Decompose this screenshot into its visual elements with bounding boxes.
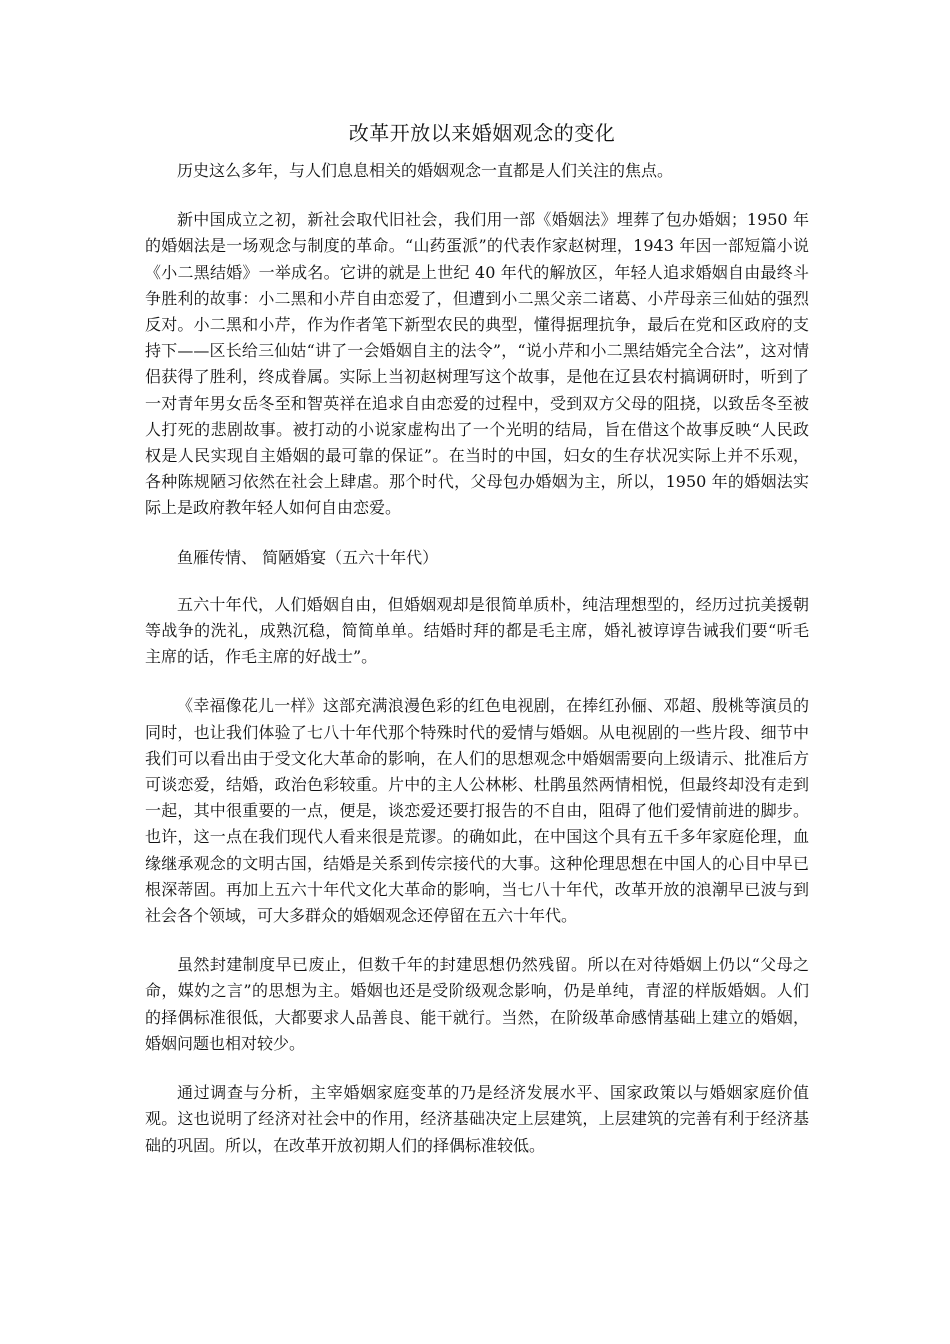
body-paragraph-economic-analysis: 通过调查与分析，主宰婚姻家庭变革的乃是经济发展水平、国家政策以与婚姻家庭价值观。这也说明了经济对社会中的作用，经济基础决定上层建筑，上层建筑的完善有利于经济基础的巩固。所以，在改革开放初期人们的择偶标准较低。	[145, 1083, 809, 1155]
body-paragraph-feudal-thought: 虽然封建制度早已废止，但数千年的封建思想仍然残留。所以在对待婚姻上仍以“父母之命，媒妁之言”的思想为主。婚姻也还是受阶级观念影响，仍是单纯，青涩的样版婚姻。人们的择偶标准很低，大都要求人品善良、能干就行。当然，在阶级革命感情基础上建立的婚姻，婚姻问题也相对较少。	[145, 955, 809, 1053]
document-title: 改革开放以来婚姻观念的变化	[348, 121, 616, 145]
body-paragraph-tv-drama: 《幸福像花儿一样》这部充满浪漫色彩的红色电视剧，在捧红孙俪、邓超、殷桃等演员的同时，也让我们体验了七八十年代那个特殊时代的爱情与婚姻。从电视剧的一些片段、细节中我们可以看出由于受文化大革命的影响，在人们的思想观念中婚姻需要向上级请示、批准后方可谈恋爱，结婚，政治色彩较重。片中的主人公林彬、杜鹃虽然两情相悦，但最终却没有走到一起，其中很重要的一点，便是，谈恋爱还要打报告的不自由，阻碍了他们爱情前进的脚步。也许，这一点在我们现代人看来很是荒谬。的确如此，在中国这个具有五千多年家庭伦理，血缘继承观念的文明古国，结婚是关系到传宗接代的大事。这种伦理思想在中国人的心目中早已根深蒂固。再加上五六十年代文化大革命的影响，当七八十年代，改革开放的浪潮早已波与到社会各个领域，可大多群众的婚姻观念还停留在五六十年代。	[145, 696, 809, 926]
document-body	[145, 118, 809, 1159]
intro-paragraph: 历史这么多年，与人们息息相关的婚姻观念一直都是人们关注的焦点。	[177, 161, 674, 180]
body-paragraph-fifties-sixties: 五六十年代，人们婚姻自由，但婚姻观却是很简单质朴，纯洁理想型的，经历过抗美援朝等战争的洗礼，成熟沉稳，简简单单。结婚时拜的都是毛主席，婚礼被谆谆告诫我们要“听毛主席的话，作毛主席的好战士”。	[145, 594, 809, 667]
section-heading-fifties-sixties: 鱼雁传情、 简陋婚宴（五六十年代）	[177, 547, 439, 567]
body-paragraph-1950-marriage-law: 新中国成立之初，新社会取代旧社会，我们用一部《婚姻法》埋葬了包办婚姻；1950 年的婚姻法是一场观念与制度的革命。“山药蛋派”的代表作家赵树理，1943 年因一部短篇小说《小二黑结婚》一举成名。它讲的就是上世纪 40 年代的解放区，年轻人追求婚姻自由最终斗争胜利的故事：小二黑和小芹自由恋爱了，但遭到小二黑父亲二诸葛、小芹母亲三仙姑的强烈反对。小二黑和小芹，作为作者笔下新型农民的典型，懂得据理抗争，最后在党和区政府的支持下——区长给三仙姑“讲了一会婚姻自主的法令”，“说小芹和小二黑结婚完全合法”，这对情侣获得了胜利，终成眷属。实际上当初赵树理写这个故事，是他在辽县农村搞调研时，听到了一对青年男女岳冬至和智英祥在追求自由恋爱的过程中，受到双方父母的阻挠，以致岳冬至被人打死的悲剧故事。被打动的小说家虚构出了一个光明的结局，旨在借这个故事反映“人民政权是人民实现自主婚姻的最可靠的保证”。在当时的中国，妇女的生存状况实际上并不乐观，各种陈规陋习依然在社会上肆虐。那个时代，父母包办婚姻为主，所以，1950 年的婚姻法实际上是政府教年轻人如何自由恋爱。	[145, 210, 809, 518]
